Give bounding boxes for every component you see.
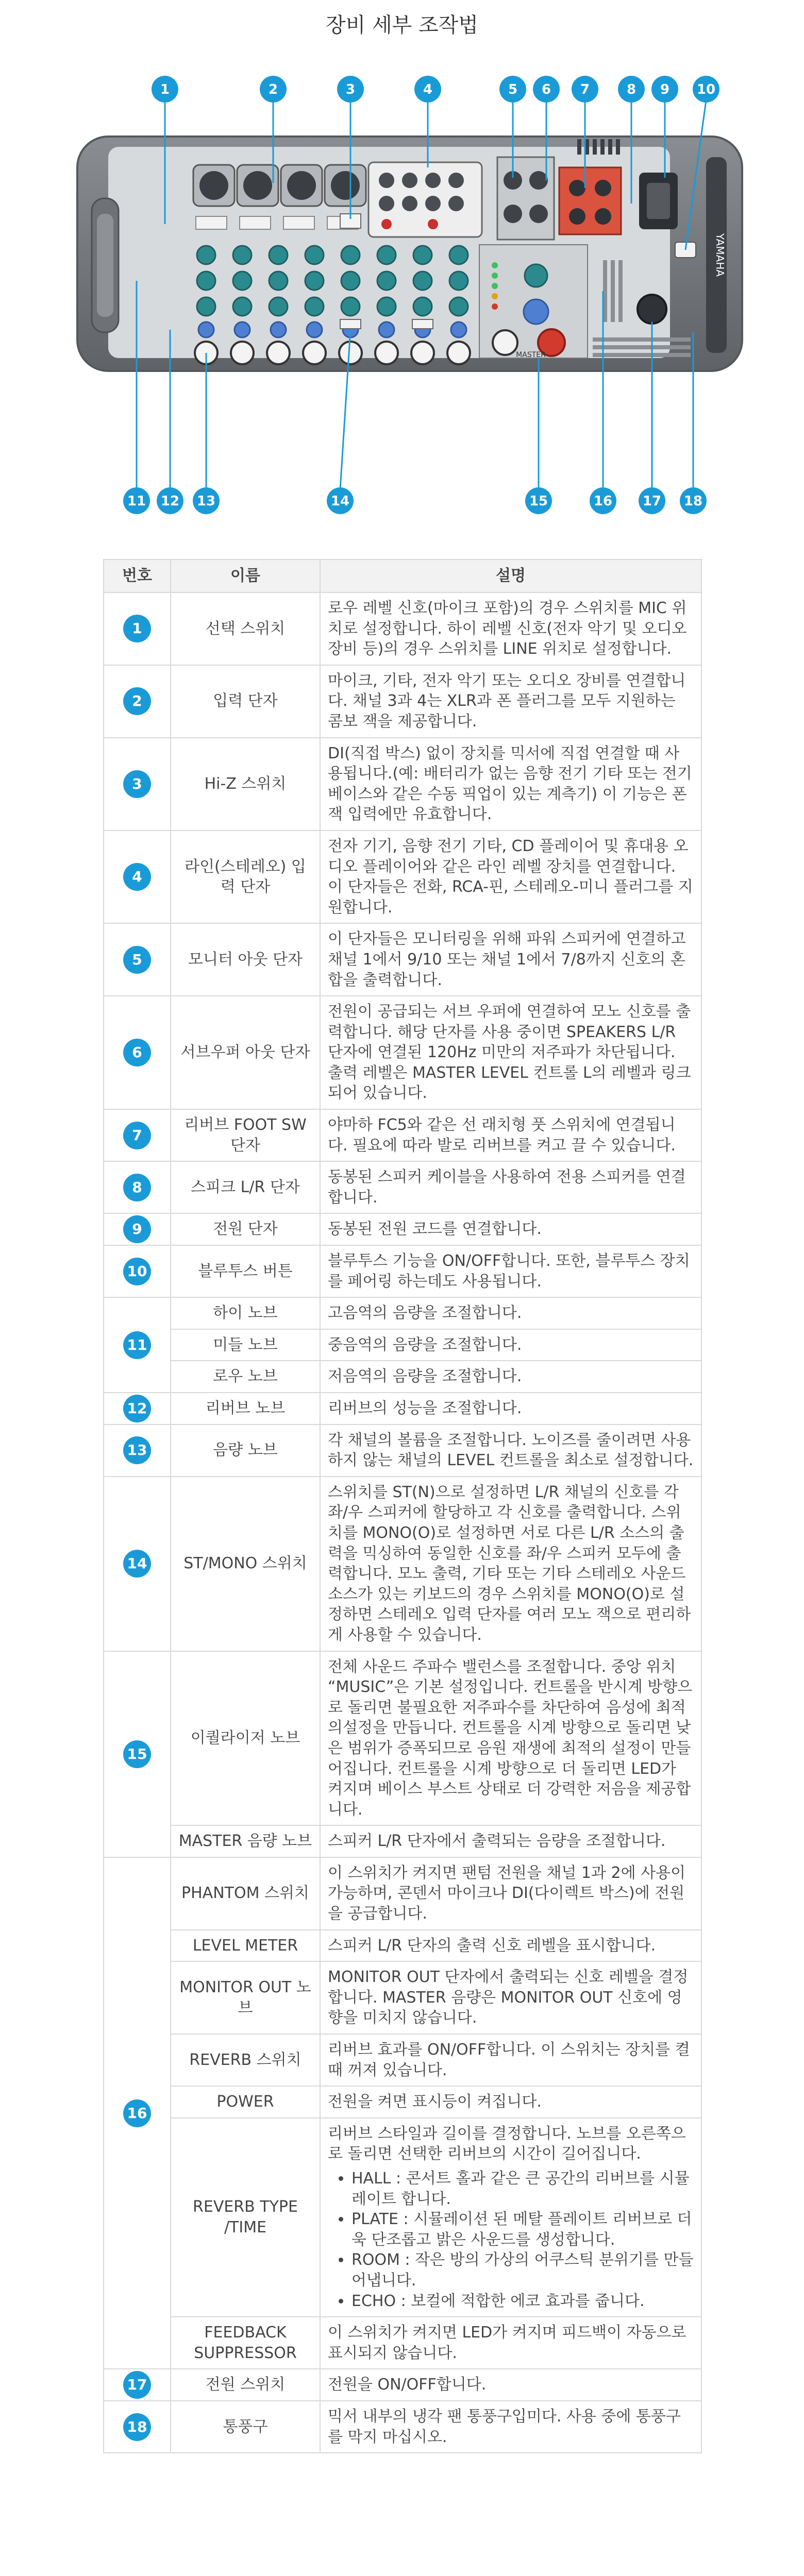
callout-number: 16 <box>593 494 613 509</box>
row-number-badge: 10 <box>123 1258 151 1285</box>
row-description: 전원을 켜면 표시등이 켜집니다. <box>328 2093 542 2111</box>
row-name: 로우 노브 <box>171 1361 320 1393</box>
row-number-badge: 1 <box>123 615 151 642</box>
row-name: MONITOR OUT 노브 <box>171 1961 320 2034</box>
row-description: 마이크, 기타, 전자 악기 또는 오디오 장비를 연결합니다. 채널 3과 4는 XLR과 폰 플러그를 모두 지원하는 콤보 잭을 제공합니다. <box>328 671 686 731</box>
row-description: 중음역의 음량을 조절합니다. <box>328 1335 522 1354</box>
row-description: 이 스위치가 켜지면 LED가 켜지며 피드백이 자동으로 표시되지 않습니다. <box>328 2324 686 2362</box>
callout-badge <box>260 76 287 103</box>
table-row <box>104 1961 701 2034</box>
table-row <box>104 1213 701 1245</box>
table-row <box>104 2086 701 2118</box>
row-name: 블루투스 버튼 <box>171 1245 320 1297</box>
row-description: 리버브 효과를 ON/OFF합니다. 이 스위치는 장치를 켤 때 꺼져 있습니다. <box>328 2041 690 2079</box>
row-name: 입력 단자 <box>171 665 320 738</box>
table-row <box>104 1161 701 1213</box>
row-description: 저음역의 음량을 조절합니다. <box>328 1367 522 1386</box>
table-row <box>104 1361 701 1393</box>
callout-badge <box>651 76 678 103</box>
row-description: 전원이 공급되는 서브 우퍼에 연결하여 모노 신호를 출력합니다. 해당 단자를 사용 중이면 SPEAKERS L/R 단자에 연결된 120Hz 미만의 저주파가 차단됩니다. 출력 레벨은 MASTER LEVEL 컨트롤 L의 레벨과 링크되어 있습니다. <box>328 1003 691 1103</box>
table-row <box>104 2118 701 2317</box>
callout-number: 18 <box>683 494 703 509</box>
callout-badge <box>327 487 354 514</box>
callout-badge <box>123 487 150 514</box>
row-name: REVERB 스위치 <box>171 2034 320 2086</box>
table-row <box>104 2369 701 2401</box>
row-description: 동봉된 스피커 케이블을 사용하여 전용 스피커를 연결합니다. <box>328 1168 686 1207</box>
row-description-cell <box>320 996 701 1109</box>
row-description: MONITOR OUT 단자에서 출력되는 신호 레벨을 결정합니다. MASTER 음량은 MONITOR OUT 신호에 영향을 미치지 않습니다. <box>328 1968 689 2027</box>
row-number-badge: 13 <box>123 1436 151 1464</box>
table-row <box>104 1425 701 1477</box>
row-name: 전원 스위치 <box>171 2369 320 2401</box>
table-row <box>104 1825 701 1857</box>
list-item: • ECHO : 보컬에 적합한 에코 효과를 줍니다. <box>351 2291 694 2312</box>
callout-badge <box>152 76 178 103</box>
reverb-type-list <box>328 2168 694 2311</box>
table-row <box>104 592 701 665</box>
row-number-cell <box>104 831 171 923</box>
table-row <box>104 738 701 831</box>
callout-badge <box>572 76 598 103</box>
row-name: 선택 스위치 <box>171 592 320 665</box>
list-item: • HALL : 콘서트 홀과 같은 큰 공간의 리버브를 시뮬레이트 합니다. <box>351 2168 694 2209</box>
callout-number: 9 <box>660 82 670 97</box>
row-number-cell <box>104 1425 171 1477</box>
row-description-cell <box>320 1825 701 1857</box>
row-name: 리버브 FOOT SW 단자 <box>171 1109 320 1161</box>
row-description: 리버브의 성능을 조절합니다. <box>328 1399 522 1417</box>
row-number-badge: 8 <box>123 1174 151 1201</box>
table-row <box>104 1477 701 1651</box>
table-row <box>104 1857 701 1930</box>
callout-number: 1 <box>160 82 170 97</box>
row-name: 스피크 L/R 단자 <box>171 1161 320 1213</box>
row-description-cell <box>320 923 701 996</box>
callout-badge <box>499 76 526 103</box>
callout-number: 7 <box>580 82 590 97</box>
callout-number: 2 <box>268 82 278 97</box>
header-name: 이름 <box>171 560 320 592</box>
row-number-cell <box>104 665 171 738</box>
callout-badge <box>157 487 183 514</box>
callout-number: 15 <box>529 494 548 509</box>
callout-number: 5 <box>508 82 518 97</box>
row-name: 통풍구 <box>171 2401 320 2453</box>
row-description-cell <box>320 2317 701 2369</box>
spec-table <box>103 559 702 2453</box>
callout-number: 13 <box>196 494 216 509</box>
row-number-cell <box>104 1857 171 2369</box>
row-number-cell <box>104 592 171 665</box>
callout-number: 14 <box>330 494 350 509</box>
table-row <box>104 1245 701 1297</box>
row-number-cell <box>104 1477 171 1651</box>
row-description-cell <box>320 1961 701 2034</box>
row-number-badge: 12 <box>123 1395 151 1422</box>
list-item: • ROOM : 작은 방의 가상의 어쿠스틱 분위기를 만들어냅니다. <box>351 2250 694 2291</box>
row-name: ST/MONO 스위치 <box>171 1477 320 1651</box>
row-description-cell <box>320 1245 701 1297</box>
callout-badge <box>414 76 441 103</box>
table-header-row <box>104 560 701 592</box>
row-name: 모니터 아웃 단자 <box>171 923 320 996</box>
row-description: 이 단자들은 모니터링을 위해 파워 스피커에 연결하고 채널 1에서 9/10 또는 채널 1에서 7/8까지 신호의 혼합을 출력합니다. <box>328 930 686 989</box>
row-number-cell <box>104 1213 171 1245</box>
table-row <box>104 665 701 738</box>
row-number-badge: 5 <box>123 946 151 974</box>
master-label: MASTER <box>516 351 546 359</box>
row-description-cell <box>320 1651 701 1826</box>
brand-logo: YAMAHA <box>714 233 726 277</box>
page-title: 장비 세부 조작법 <box>326 13 478 37</box>
table-row <box>104 1930 701 1962</box>
row-number-badge: 2 <box>123 687 151 715</box>
row-description: 스위치를 ST(N)으로 설정하면 L/R 채널의 신호를 각 좌/우 스피커에 할당하고 각 신호를 출력합니다. 스위치를 MONO(O)로 설정하면 서로 다른 L/R 소스의 출력을 믹싱하여 동일한 신호를 좌/우 스피커 모두에 출력합니다. 모노 출력, 기타 또는 기타 스테레오 사운드 소스가 있는 키보드의 경우 스위치를 MONO(O)로 설정하면 스테레오 입력 단자를 여러 모노 잭으로 편리하게 사용할 수 있습니다. <box>328 1483 691 1644</box>
table-row <box>104 996 701 1109</box>
callout-badge <box>590 487 616 514</box>
row-number-cell <box>104 923 171 996</box>
table-body <box>104 592 701 2453</box>
table-row <box>104 831 701 923</box>
row-description-cell <box>320 831 701 923</box>
row-number-badge: 15 <box>123 1740 151 1768</box>
mixer-diagram <box>0 49 804 536</box>
row-number-cell <box>104 1109 171 1161</box>
row-number-cell <box>104 1651 171 1857</box>
row-name: 전원 단자 <box>171 1213 320 1245</box>
row-description: 전원을 ON/OFF합니다. <box>328 2376 487 2394</box>
row-description-cell <box>320 2118 701 2317</box>
row-description: 각 채널의 볼륨을 조절합니다. 노이즈를 줄이려면 사용하지 않는 채널의 LEVEL 컨트롤을 최소로 설정합니다. <box>328 1431 694 1470</box>
table-row <box>104 1393 701 1425</box>
row-name: MASTER 음량 노브 <box>171 1825 320 1857</box>
callout-badge <box>639 487 665 514</box>
row-description: 스피커 L/R 단자에서 출력되는 음량을 조절합니다. <box>328 1832 666 1851</box>
row-name: FEEDBACK SUPPRESSOR <box>171 2317 320 2369</box>
callout-badge <box>525 487 552 514</box>
row-description: 전자 기기, 음향 전기 기타, CD 플레이어 및 휴대용 오디오 플레이어와 같은 라인 레벨 장치를 연결합니다. 이 단자들은 전화, RCA-핀, 스테레오-미니 플러그를 지원합니다. <box>328 837 693 917</box>
callout-badge <box>618 76 645 103</box>
row-name: 음량 노브 <box>171 1425 320 1477</box>
table-row <box>104 2317 701 2369</box>
table-row <box>104 1109 701 1161</box>
mixer-diagram-svg <box>0 49 804 536</box>
row-name: 라인(스테레오) 입력 단자 <box>171 831 320 923</box>
row-description-cell <box>320 1930 701 1962</box>
row-description-cell <box>320 1425 701 1477</box>
callout-number: 8 <box>626 82 636 97</box>
row-number-cell <box>104 1297 171 1393</box>
row-number-cell <box>104 2369 171 2401</box>
row-description: 전체 사운드 주파수 밸런스를 조절합니다. 중앙 위치 “MUSIC”은 기본 설정입니다. 컨트롤을 반시계 방향으로 돌리면 불필요한 저주파수를 차단하여 음성에 최적의설정을 만듭니다. 컨트롤을 시계 방향으로 돌리면 낮은 범위가 증폭되므로 음원 재생에 최적의 설정이 만들어집니다. 컨트롤을 시계 방향으로 더 돌리면 LED가 켜지며 베이스 부스트 상태로 더 강력한 저음을 제공합니다. <box>328 1657 693 1819</box>
row-name: LEVEL METER <box>171 1930 320 1962</box>
row-number-badge: 11 <box>123 1331 151 1359</box>
row-description-cell <box>320 738 701 831</box>
table-row <box>104 2401 701 2453</box>
row-description: 로우 레벨 신호(마이크 포함)의 경우 스위치를 MIC 위치로 설정합니다. 하이 레벨 신호(전자 악기 및 오디오 장비 등)의 경우 스위치를 LINE 위치로 설정합니다. <box>328 599 687 658</box>
callout-number: 4 <box>423 82 433 97</box>
row-number-badge: 14 <box>123 1550 151 1578</box>
callout-badge <box>693 76 719 103</box>
header-num: 번호 <box>104 560 171 592</box>
row-description-cell <box>320 2086 701 2118</box>
callout-number: 11 <box>127 494 146 509</box>
row-number-badge: 3 <box>123 770 151 798</box>
row-description: 스피커 L/R 단자의 출력 신호 레벨을 표시합니다. <box>328 1936 656 1955</box>
row-name: 이퀄라이저 노브 <box>171 1651 320 1826</box>
callout-badge <box>533 76 560 103</box>
row-description-cell <box>320 1477 701 1651</box>
row-name: 미들 노브 <box>171 1329 320 1361</box>
row-number-badge: 9 <box>123 1215 151 1243</box>
table-row <box>104 1297 701 1329</box>
callout-badge <box>680 487 707 514</box>
row-number-badge: 17 <box>123 2371 151 2399</box>
spec-table-wrap <box>103 559 701 2453</box>
row-description-cell <box>320 665 701 738</box>
row-description: 믹서 내부의 냉각 팬 통풍구입미다. 사용 중에 통풍구를 막지 마십시오. <box>328 2407 681 2446</box>
row-number-cell <box>104 1245 171 1297</box>
row-number-cell <box>104 738 171 831</box>
row-description-cell <box>320 1109 701 1161</box>
row-description-cell <box>320 2369 701 2401</box>
callout-number: 3 <box>345 82 356 97</box>
row-description-cell <box>320 1213 701 1245</box>
row-number-badge: 6 <box>123 1039 151 1066</box>
mixer-body <box>77 137 742 371</box>
row-name: 서브우퍼 아웃 단자 <box>171 996 320 1109</box>
row-name: 하이 노브 <box>171 1297 320 1329</box>
list-item: • PLATE : 시뮬레이션 된 메탈 플레이트 리버브로 더욱 단조롭고 밝은 사운드를 생성합니다. <box>351 2209 694 2250</box>
row-description: 블루투스 기능을 ON/OFF합니다. 또한, 블루투스 장치를 페어링 하는데도 사용됩니다. <box>328 1252 690 1291</box>
table-row <box>104 923 701 996</box>
row-description-cell <box>320 1361 701 1393</box>
row-number-cell <box>104 2401 171 2453</box>
row-number-badge: 18 <box>123 2413 151 2441</box>
callout-badge <box>193 487 220 514</box>
callout-number: 12 <box>160 494 180 509</box>
row-description: 리버브 스타일과 길이를 결정합니다. 노브를 오른쪽으로 돌리면 선택한 리버브의 시간이 길어집니다. <box>328 2124 686 2163</box>
row-description: 동봉된 전원 코드를 연결합니다. <box>328 1220 542 1239</box>
row-name: 리버브 노브 <box>171 1393 320 1425</box>
row-description-cell <box>320 592 701 665</box>
callout-number: 6 <box>541 82 551 97</box>
table-row <box>104 1329 701 1361</box>
row-description-cell <box>320 1161 701 1213</box>
row-description-cell <box>320 2034 701 2086</box>
row-description-cell <box>320 1329 701 1361</box>
row-description-cell <box>320 2401 701 2453</box>
row-name: Hi-Z 스위치 <box>171 738 320 831</box>
row-name: POWER <box>171 2086 320 2118</box>
row-number-badge: 4 <box>123 863 151 891</box>
row-description-cell <box>320 1857 701 1930</box>
row-description-cell <box>320 1393 701 1425</box>
row-description: DI(직접 박스) 없이 장치를 믹서에 직접 연결할 때 사용됩니다.(예: 배터리가 없는 음향 전기 기타 또는 전기 베이스와 같은 수동 픽업이 있는 계측기) 이 기능은 폰 잭 입력에만 유효합니다. <box>328 744 692 824</box>
row-description-cell <box>320 1297 701 1329</box>
callout-number: 10 <box>696 82 716 97</box>
row-number-cell <box>104 1161 171 1213</box>
row-number-badge: 16 <box>123 2099 151 2127</box>
header-desc: 설명 <box>320 560 701 592</box>
row-name: REVERB TYPE /TIME <box>171 2118 320 2317</box>
callout-badge <box>337 76 364 103</box>
row-description: 고음역의 음량을 조절합니다. <box>328 1304 522 1323</box>
table-row <box>104 2034 701 2086</box>
row-name: PHANTOM 스위치 <box>171 1857 320 1930</box>
row-number-badge: 7 <box>123 1122 151 1149</box>
table-row <box>104 1651 701 1826</box>
callout-number: 17 <box>642 494 662 509</box>
row-description: 야마하 FC5와 같은 선 래치형 풋 스위치에 연결됩니다. 필요에 따라 발로 리버브를 켜고 끌 수 있습니다. <box>328 1116 676 1155</box>
row-number-cell <box>104 1393 171 1425</box>
row-description: 이 스위치가 켜지면 팬텀 전원을 채널 1과 2에 사용이 가능하며, 콘덴서 마이크나 DI(다이렉트 박스)에 전원을 공급합니다. <box>328 1863 686 1923</box>
row-number-cell <box>104 996 171 1109</box>
